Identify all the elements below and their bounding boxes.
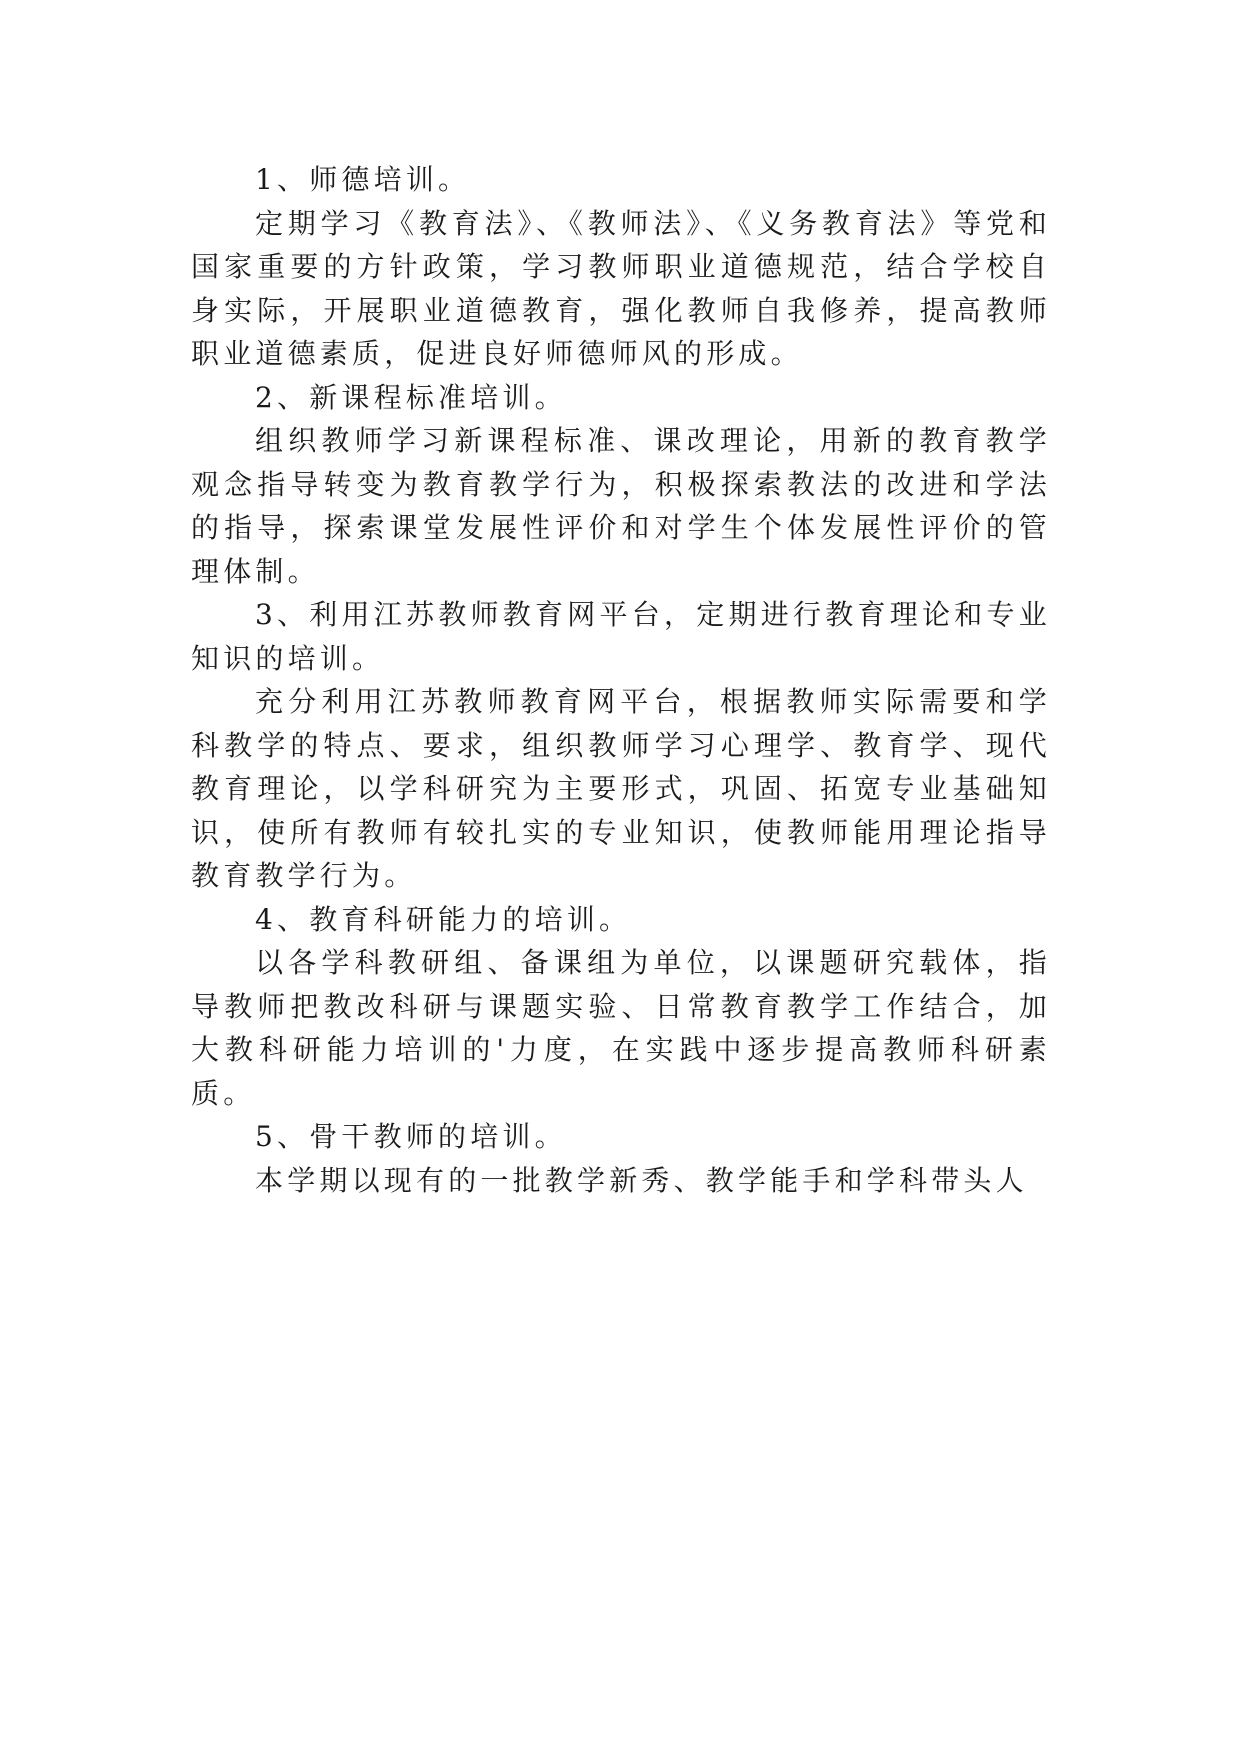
section-body-2: 组织教师学习新课程标准、课改理论，用新的教育教学观念指导转变为教育教学行为，积极探索教法的改进和学法的指导，探索课堂发展性评价和对学生个体发展性评价的管理体制。 <box>191 424 1051 588</box>
section-body-4: 以各学科教研组、备课组为单位，以课题研究载体，指导教师把教改科研与课题实验、日常教育教学工作结合，加大教科研能力培训的'力度，在实践中逐步提高教师科研素质。 <box>191 946 1051 1110</box>
section-heading-5: 5、骨干教师的培训。 <box>255 1120 567 1153</box>
section-heading-4: 4、教育科研能力的培训。 <box>255 902 632 936</box>
section-heading-3: 3、利用江苏教师教育网平台，定期进行教育理论和专业知识的培训。 <box>191 598 1051 675</box>
section-body-1: 定期学习《教育法》、《教师法》、《义务教育法》等党和国家重要的方针政策，学习教师职业道德规范，结合学校自身实际，开展职业道德教育，强化教师自我修养，提高教师职业道德素质，促进良好师德师风的形成。 <box>191 206 1051 370</box>
section-heading-2: 2、新课程标准培训。 <box>255 380 567 414</box>
section-body-3: 充分利用江苏教师教育网平台，根据教师实际需要和学科教学的特点、要求，组织教师学习心理学、教育学、现代教育理论，以学科研究为主要形式，巩固、拓宽专业基础知识，使所有教师有较扎实的专业知识，使教师能用理论指导教育教学行为。 <box>191 685 1051 892</box>
section-body-5: 本学期以现有的一批教学新秀、教学能手和学科带头人 <box>255 1163 1028 1197</box>
document-body <box>191 158 1051 1202</box>
section-heading-1: 1、师德培训。 <box>255 163 471 196</box>
